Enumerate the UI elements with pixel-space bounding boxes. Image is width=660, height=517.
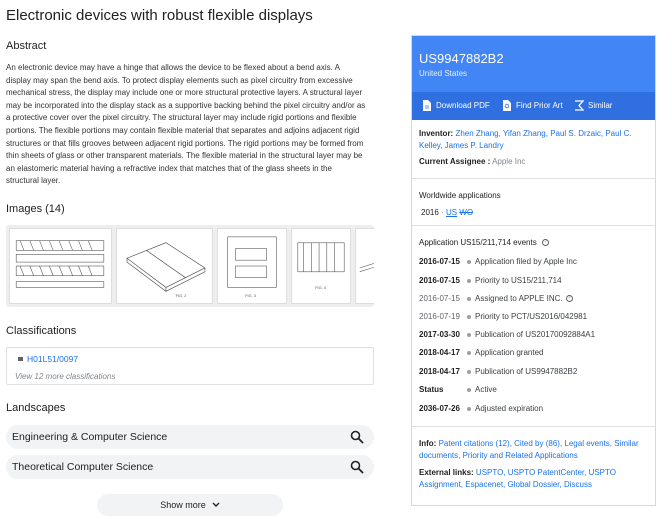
event-text: Priority to PCT/US2016/042981 bbox=[475, 312, 588, 321]
help-icon[interactable]: ? bbox=[542, 239, 549, 246]
event-row bbox=[419, 367, 577, 376]
find-prior-art-label: Find Prior Art bbox=[516, 101, 563, 110]
download-pdf-button[interactable] bbox=[422, 100, 490, 111]
info-label: Info: bbox=[419, 439, 437, 448]
worldwide-us-link[interactable]: US bbox=[445, 208, 458, 217]
timeline-dot bbox=[467, 370, 471, 374]
divider bbox=[412, 178, 655, 179]
timeline-dot bbox=[467, 351, 471, 355]
timeline-dot bbox=[467, 315, 471, 319]
timeline-dot bbox=[467, 297, 471, 301]
event-text: Adjusted expiration bbox=[475, 404, 544, 413]
images-heading: Images (14) bbox=[6, 203, 65, 215]
timeline-dot bbox=[467, 407, 471, 411]
classifications-box bbox=[6, 347, 374, 385]
event-row bbox=[419, 276, 562, 285]
divider bbox=[412, 225, 655, 226]
classification-code[interactable] bbox=[18, 354, 78, 364]
svg-text:FIG. 2: FIG. 2 bbox=[175, 293, 187, 299]
info-row bbox=[419, 438, 649, 462]
divider bbox=[412, 426, 655, 427]
event-date: 2016-07-15 bbox=[419, 257, 460, 266]
similar-button[interactable] bbox=[574, 100, 612, 111]
landscape-chip[interactable] bbox=[6, 455, 374, 479]
events-heading: Application US15/211,714 events bbox=[419, 238, 537, 247]
status-value: Active bbox=[475, 385, 497, 394]
external-links[interactable]: USPTO, USPTO PatentCenter, USPTO Assignment, Espacenet, Global Dossier, Discuss bbox=[419, 468, 616, 489]
event-text: Assigned to APPLE INC. bbox=[475, 294, 563, 303]
chevron-down-icon bbox=[212, 502, 220, 508]
event-text: Application granted bbox=[475, 348, 544, 357]
find-prior-art-button[interactable] bbox=[502, 100, 563, 111]
classifications-heading: Classifications bbox=[6, 325, 77, 337]
images-carousel[interactable] bbox=[6, 225, 374, 307]
event-date: 2016-07-19 bbox=[419, 312, 460, 321]
worldwide-row: 2016 · US WO bbox=[421, 208, 474, 217]
inventors-row bbox=[419, 128, 649, 152]
worldwide-year: 2016 bbox=[421, 208, 439, 217]
inventor-label: Inventor: bbox=[419, 129, 454, 138]
patent-info-panel bbox=[411, 35, 656, 506]
event-row bbox=[419, 294, 573, 303]
svg-text:FIG. 4: FIG. 4 bbox=[315, 286, 326, 291]
event-row bbox=[419, 348, 544, 357]
event-row bbox=[419, 385, 497, 394]
event-text: Publication of US20170092884A1 bbox=[475, 330, 596, 339]
event-text: Application filed by Apple Inc bbox=[475, 257, 577, 266]
timeline-dot bbox=[467, 260, 471, 264]
landscape-label: Theoretical Computer Science bbox=[12, 461, 154, 473]
view-more-classifications-link[interactable]: View 12 more classifications bbox=[15, 372, 116, 381]
abstract-text: An electronic device may have a hinge that allows the device to be flexed about a bend axis. A display may span the bend axis. To protect display elements such as pixel circuitry from excessive mechanical stress, the display may include one or more structural protective layers. A structural layer may be incorporated into the display stack as a supportive backing behind the pixel circuitry and/or as a protective cover over the pixel circuitry. The structural layer may include rigid portions and flexible portions. The flexible portions may contain flexible material that separates and adjoins adjacent rigid structures or that fills grooves between adjacent rigid portions. The rigid portions may be formed from thin sheets of glass or other transparent materials. The flexible material in the structural layer may be an elastomeric material having a refractive index that matches that of the glass sheets in the structural layer. bbox=[6, 63, 366, 186]
event-date: 2036-07-26 bbox=[419, 404, 460, 413]
event-date: 2017-03-30 bbox=[419, 330, 460, 339]
external-links-label: External links: bbox=[419, 468, 474, 477]
timeline-dot bbox=[467, 388, 471, 392]
inventor-links[interactable]: Zhen Zhang, Yifan Zhang, Paul S. Drzaic, Paul C. Kelley, James P. Landry bbox=[419, 129, 632, 150]
landscape-chip[interactable] bbox=[6, 425, 374, 449]
patent-number: US9947882B2 bbox=[419, 51, 504, 66]
worldwide-wo-link[interactable]: WO bbox=[459, 208, 474, 217]
patent-figure-thumbnail[interactable] bbox=[9, 228, 112, 304]
page-title: Electronic devices with robust flexible displays bbox=[6, 7, 313, 24]
classification-code-link[interactable]: H01L51/0097 bbox=[27, 354, 79, 364]
svg-text:FIG. 3: FIG. 3 bbox=[245, 293, 256, 299]
external-links-row bbox=[419, 467, 649, 491]
timeline-dot bbox=[467, 333, 471, 337]
similar-label: Similar bbox=[588, 101, 613, 110]
info-links[interactable]: Patent citations (12), Cited by (86), Legal events, Similar documents, Priority and Related Applications bbox=[419, 439, 639, 460]
events-heading-row bbox=[419, 237, 549, 249]
timeline-dot bbox=[467, 279, 471, 283]
patent-figure-thumbnail[interactable] bbox=[217, 228, 287, 304]
event-date: 2018-04-17 bbox=[419, 367, 460, 376]
prior-art-search-icon bbox=[502, 100, 512, 111]
panel-actions bbox=[412, 92, 655, 120]
patent-figure-thumbnail[interactable] bbox=[291, 228, 351, 304]
status-label: Status bbox=[419, 385, 444, 394]
event-date: 2016-07-15 bbox=[419, 276, 460, 285]
help-icon[interactable]: ? bbox=[566, 295, 573, 302]
patent-figure-thumbnail[interactable] bbox=[116, 228, 213, 304]
assignee-value: Apple Inc bbox=[492, 157, 526, 166]
search-icon[interactable] bbox=[350, 430, 364, 444]
event-date: 2016-07-15 bbox=[419, 294, 460, 303]
landscapes-heading: Landscapes bbox=[6, 402, 66, 414]
patent-country: United States bbox=[419, 69, 468, 78]
event-row bbox=[419, 312, 587, 321]
download-pdf-label: Download PDF bbox=[436, 101, 490, 110]
classification-icon bbox=[18, 357, 23, 361]
search-icon[interactable] bbox=[350, 460, 364, 474]
event-date: 2018-04-17 bbox=[419, 348, 460, 357]
panel-header bbox=[412, 36, 655, 119]
event-text: Publication of US9947882B2 bbox=[475, 367, 578, 376]
abstract-heading: Abstract bbox=[6, 40, 47, 52]
assignee-row bbox=[419, 156, 525, 168]
pdf-file-icon bbox=[422, 100, 432, 111]
event-row bbox=[419, 404, 543, 413]
event-row bbox=[419, 330, 595, 339]
patent-figure-thumbnail[interactable] bbox=[355, 228, 374, 304]
landscape-label: Engineering & Computer Science bbox=[12, 431, 168, 443]
worldwide-heading: Worldwide applications bbox=[419, 191, 501, 200]
assignee-label: Current Assignee : bbox=[419, 157, 491, 166]
event-row bbox=[419, 257, 577, 266]
event-text: Priority to US15/211,714 bbox=[475, 276, 562, 285]
show-more-button[interactable] bbox=[97, 494, 283, 516]
show-more-label: Show more bbox=[160, 500, 206, 510]
similar-icon bbox=[574, 100, 584, 111]
